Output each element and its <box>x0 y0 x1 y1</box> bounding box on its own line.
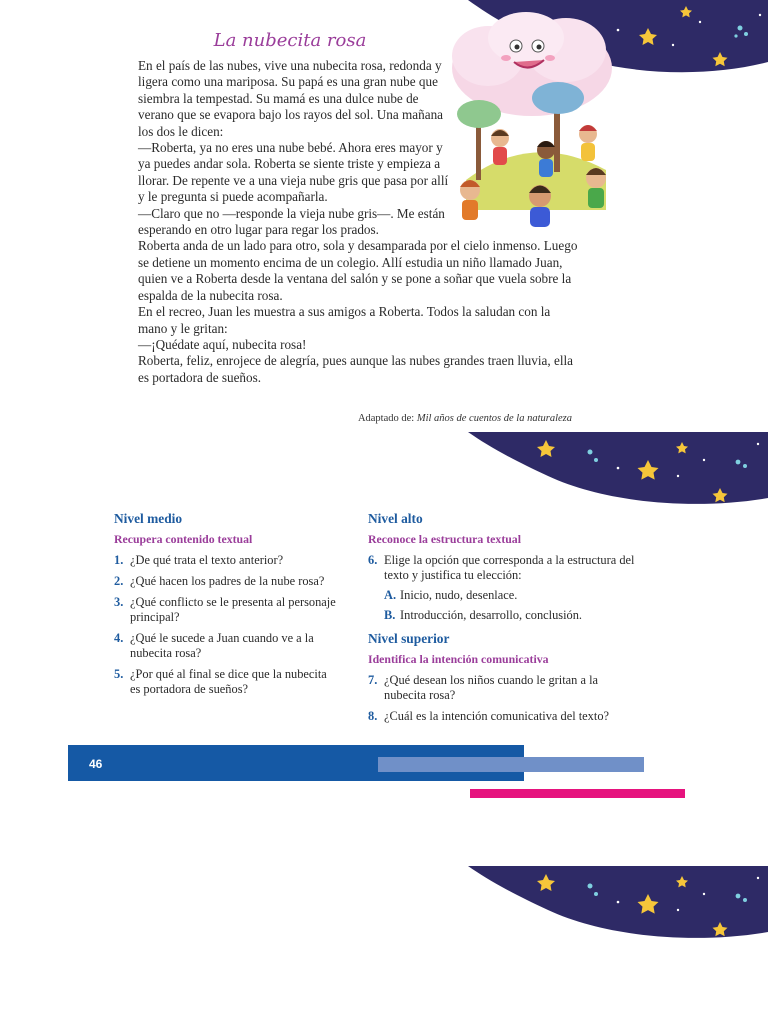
question-number: 1. <box>114 553 124 567</box>
option-item <box>384 608 640 623</box>
story-paragraph: —Roberta, ya no eres una nube bebé. Ahora eres mayor y ya puedes andar sola. Roberta se siente triste y empieza a llorar. De repente ve a una vieja nube gris que pasa por allí y le pregunta si puede acompañarla. <box>138 140 449 205</box>
question-item <box>368 553 640 583</box>
nivel-alto-heading: Nivel alto <box>368 511 423 526</box>
question-number: 4. <box>114 631 124 645</box>
nivel-alto-section <box>368 511 640 724</box>
story-paragraph: Roberta, feliz, enrojece de alegría, pues aunque las nubes grandes traen lluvia, ella es portadora de sueños. <box>138 353 574 385</box>
question-text: ¿Cuál es la intención comunicativa del texto? <box>384 709 610 723</box>
question-text: ¿De qué trata el texto anterior? <box>130 553 284 567</box>
footer-accent-bar <box>378 757 644 772</box>
question-text: ¿Por qué al final se dice que la nubecita es portadora de sueños? <box>130 667 327 696</box>
question-item <box>114 574 340 589</box>
story-paragraph: —Claro que no —responde la vieja nube gris—. Me están esperando en otro lugar para regar los prados. <box>138 205 445 238</box>
nivel-alto-subheading: Reconoce la estructura textual <box>368 532 521 546</box>
question-number: 8. <box>368 709 378 723</box>
credit-source: Mil años de cuentos de la naturaleza <box>416 413 572 424</box>
night-sky-band-middle <box>468 432 768 512</box>
question-text: ¿Qué conflicto se le presenta al personaje principal? <box>130 595 336 624</box>
question-number: 5. <box>114 667 124 681</box>
question-item <box>114 595 340 625</box>
story-title: La nubecita rosa <box>213 30 367 51</box>
question-item <box>368 673 640 703</box>
story-paragraph: —¡Quédate aquí, nubecita rosa! <box>138 336 307 352</box>
question-item <box>114 553 340 568</box>
option-text: Introducción, desarrollo, conclusión. <box>400 608 583 622</box>
nivel-medio-subheading: Recupera contenido textual <box>114 532 253 546</box>
option-text: Inicio, nudo, desenlace. <box>400 588 518 602</box>
story-paragraph: Roberta anda de un lado para otro, sola y desamparada por el cielo inmenso. Luego se detiene un momento encima de un colegio. Allí estudia un niño llamado Juan, quien ve a Roberta desde la ventana del salón y se pone a soñar que vuela sobre la espalda de la nubecita rosa. <box>138 238 578 303</box>
story-credit <box>358 413 572 424</box>
question-number: 6. <box>368 553 378 567</box>
option-letter: A. <box>384 588 397 602</box>
option-item <box>384 588 640 603</box>
question-item <box>368 709 640 724</box>
question-number: 3. <box>114 595 124 609</box>
nivel-medio-section <box>114 511 340 697</box>
question-text: ¿Qué hacen los padres de la nube rosa? <box>130 574 325 588</box>
nivel-superior-subheading: Identifica la intención comunicativa <box>368 652 549 666</box>
night-sky-band-bottom <box>468 866 768 946</box>
question-number: 7. <box>368 673 378 687</box>
nivel-medio-heading: Nivel medio <box>114 511 183 526</box>
nivel-superior-heading: Nivel superior <box>368 631 450 646</box>
question-item <box>114 631 340 661</box>
question-item <box>114 667 340 697</box>
question-text: ¿Qué desean los niños cuando le gritan a la nubecita rosa? <box>384 673 599 702</box>
question-text: ¿Qué le sucede a Juan cuando ve a la nubecita rosa? <box>130 631 314 660</box>
credit-prefix: Adaptado de: <box>357 413 417 424</box>
story-paragraph: En el país de las nubes, vive una nubecita rosa, redonda y ligera como una mariposa. Su papá es una gran nube que siembra la tempestad. Su mamá es una dulce nube de verano que se evapora bajo los rayos del sol. Una mañana los dos le dicen: <box>138 58 444 139</box>
story-paragraph: En el recreo, Juan les muestra a sus amigos a Roberta. Todos la saludan con la mano y le gritan: <box>138 304 551 336</box>
story-text <box>138 58 578 386</box>
option-letter: B. <box>384 608 396 622</box>
question-text: Elige la opción que corresponda a la estructura del texto y justifica tu elección: <box>384 553 635 582</box>
question-number: 2. <box>114 574 124 588</box>
footer-pink-bar <box>470 789 685 798</box>
page-number: 46 <box>89 757 103 771</box>
